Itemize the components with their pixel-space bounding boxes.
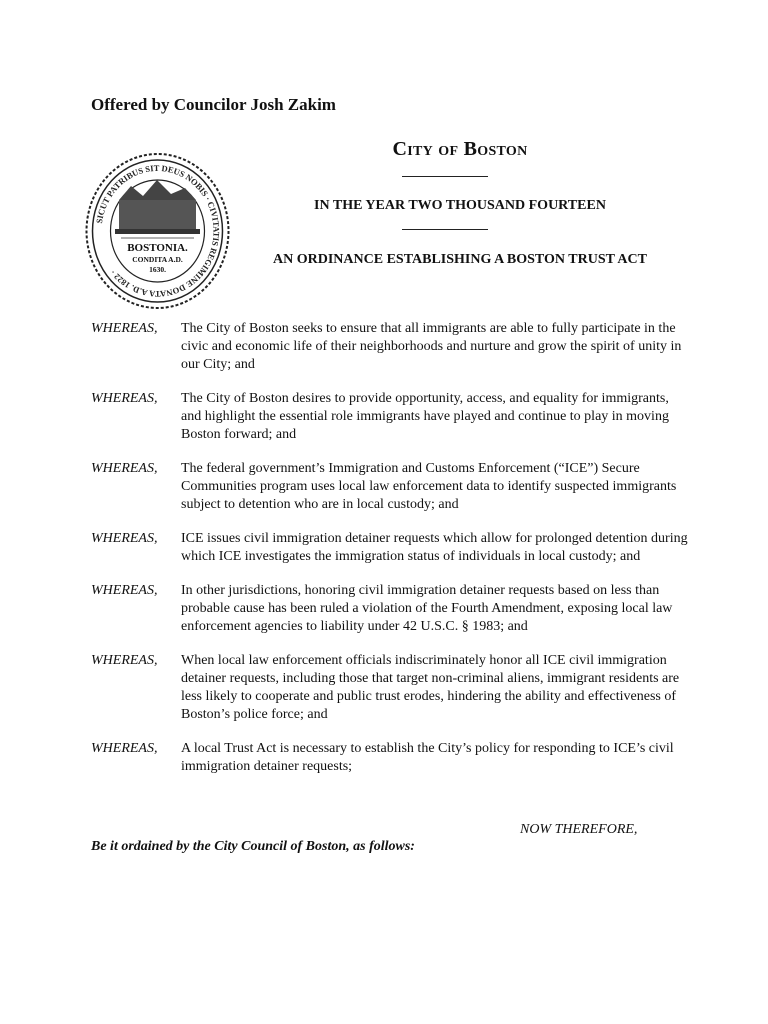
- whereas-clause: [91, 530, 691, 566]
- seal-name: BOSTONIA.: [127, 242, 188, 254]
- clause-text: A local Trust Act is necessary to establish the City’s policy for responding to ICE’s civil immigration detainer requests;: [181, 741, 674, 774]
- clause-label: WHEREAS,: [91, 461, 158, 476]
- clause-text: The City of Boston seeks to ensure that all immigrants are able to fully participate in the civic and economic life of their neighborhoods and nurture and grow the spirit of unity in our City; and: [181, 321, 682, 372]
- clause-text: When local law enforcement officials indiscriminately honor all ICE civil immigration detainer requests, including those that target non-criminal aliens, immigrant residents are less likely to cooperate and public trust erodes, hindering the ability and effectiveness of Boston’s police force; and: [181, 653, 680, 722]
- whereas-clause: [91, 740, 691, 776]
- seal-ring-text: SICUT PATRIBUS SIT DEUS NOBIS · CIVITATIS REGIMINE DONATA A.D. 1822 ·: [93, 162, 222, 300]
- clause-label: WHEREAS,: [91, 391, 158, 406]
- city-seal-icon: [85, 152, 230, 310]
- offered-by: Offered by Councilor Josh Zakim: [91, 95, 336, 114]
- clause-label: WHEREAS,: [91, 531, 158, 546]
- whereas-clause: [91, 652, 691, 724]
- seal-condita: CONDITA A.D.: [132, 255, 183, 264]
- clause-label: WHEREAS,: [91, 321, 158, 336]
- whereas-clause: [91, 320, 691, 374]
- whereas-clause: [91, 390, 691, 444]
- city-title: City of Boston: [392, 138, 528, 160]
- enactment-clause: Be it ordained by the City Council of Boston, as follows:: [91, 839, 415, 854]
- clause-label: WHEREAS,: [91, 653, 158, 668]
- clause-label: WHEREAS,: [91, 583, 158, 598]
- year-line: IN THE YEAR TWO THOUSAND FOURTEEN: [314, 198, 606, 213]
- clause-text: In other jurisdictions, honoring civil immigration detainer requests based on less than probable cause has been ruled a violation of the Fourth Amendment, exposing local law enforcement agencies to liability under 42 U.S.C. § 1983; and: [181, 583, 673, 634]
- clause-label: WHEREAS,: [91, 741, 158, 756]
- whereas-clause: [91, 582, 691, 636]
- seal-founded: 1630.: [149, 265, 166, 274]
- year-divider: [402, 229, 488, 230]
- ordinance-title: AN ORDINANCE ESTABLISHING A BOSTON TRUST ACT: [273, 252, 647, 267]
- clause-text: ICE issues civil immigration detainer requests which allow for prolonged detention during which ICE investigates the immigration status of individuals in local custody; and: [181, 531, 688, 564]
- clause-text: The federal government’s Immigration and Customs Enforcement (“ICE”) Secure Communities program uses local law enforcement data to identify suspected immigrants subject to detention who are in local custody; and: [181, 461, 677, 512]
- whereas-clause: [91, 460, 691, 514]
- title-divider: [402, 176, 488, 177]
- now-therefore: NOW THEREFORE,: [520, 822, 638, 837]
- whereas-clauses: [91, 320, 691, 792]
- clause-text: The City of Boston desires to provide opportunity, access, and equality for immigrants, and highlight the essential role immigrants have played and continue to play in moving Boston forward; and: [181, 391, 669, 442]
